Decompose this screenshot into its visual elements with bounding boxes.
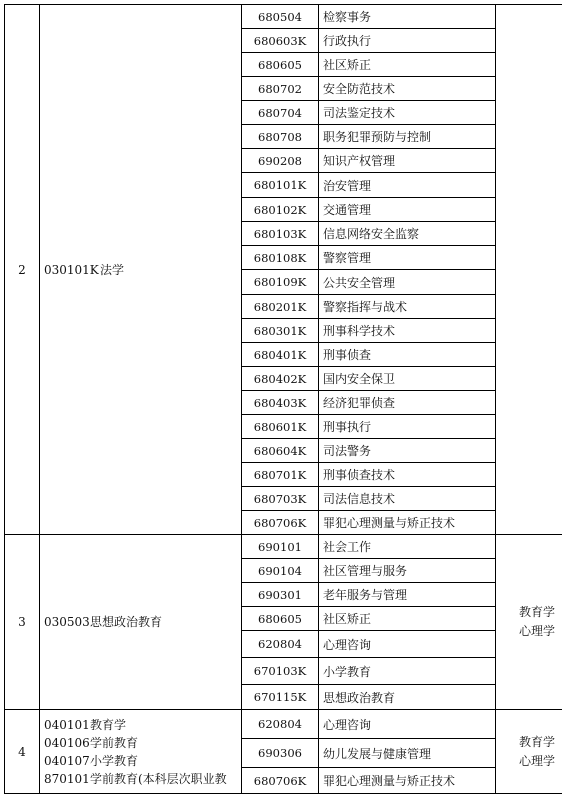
additional-exam-subjects: 教育学 心理学: [496, 710, 562, 794]
vocational-name: 安全防范技术: [319, 77, 496, 101]
vocational-name: 治安管理: [319, 173, 496, 198]
vocational-name: 心理咨询: [319, 710, 496, 739]
major-name: 学前教育(本科层次职业教: [90, 771, 227, 786]
vocational-code: 680704: [242, 101, 319, 125]
vocational-code: 690208: [242, 149, 319, 173]
major-code: 040106: [44, 735, 90, 750]
table-row: [5, 710, 562, 739]
vocational-name: 经济犯罪侦查: [319, 391, 496, 415]
vocational-name: 心理咨询: [319, 631, 496, 658]
table-row: [5, 5, 562, 29]
vocational-code: 620804: [242, 710, 319, 739]
vocational-name: 检察事务: [319, 5, 496, 29]
group-number: 4: [5, 710, 40, 794]
major-name: 教育学: [90, 717, 127, 732]
vocational-name: 警察指挥与战术: [319, 295, 496, 319]
major-name: 小学教育: [90, 753, 139, 768]
major-code: 030101K: [44, 262, 99, 277]
major-entry: [44, 716, 237, 734]
vocational-name: 知识产权管理: [319, 149, 496, 173]
major-name: 法学: [100, 262, 125, 277]
vocational-code: 680301K: [242, 319, 319, 343]
major-entry: [44, 613, 237, 631]
vocational-name: 社区矫正: [319, 53, 496, 77]
vocational-code: 680605: [242, 53, 319, 77]
major-entry: [44, 734, 237, 752]
vocational-name: 警察管理: [319, 246, 496, 270]
vocational-name: 信息网络安全监察: [319, 222, 496, 246]
group-number: 2: [5, 5, 40, 535]
vocational-code: 690301: [242, 583, 319, 607]
vocational-name: 罪犯心理测量与矫正技术: [319, 768, 496, 794]
major-code: 040107: [44, 753, 90, 768]
major-code: 040101: [44, 717, 90, 732]
vocational-code: 680201K: [242, 295, 319, 319]
vocational-name: 司法鉴定技术: [319, 101, 496, 125]
vocational-code: 690101: [242, 535, 319, 559]
vocational-name: 社会工作: [319, 535, 496, 559]
table-row: [5, 535, 562, 559]
vocational-code: 680103K: [242, 222, 319, 246]
vocational-code: 690306: [242, 739, 319, 768]
major-name: 思想政治教育: [90, 615, 163, 629]
vocational-name: 交通管理: [319, 198, 496, 222]
vocational-code: 680601K: [242, 415, 319, 439]
vocational-name: 罪犯心理测量与矫正技术: [319, 511, 496, 535]
vocational-code: 680706K: [242, 511, 319, 535]
vocational-code: 680403K: [242, 391, 319, 415]
group-number: 3: [5, 535, 40, 710]
vocational-name: 社区矫正: [319, 607, 496, 631]
vocational-code: 680109K: [242, 270, 319, 295]
vocational-code: 680504: [242, 5, 319, 29]
vocational-code: 680108K: [242, 246, 319, 270]
vocational-code: 620804: [242, 631, 319, 658]
vocational-name: 刑事侦查技术: [319, 463, 496, 487]
vocational-name: 行政执行: [319, 29, 496, 53]
vocational-code: 680401K: [242, 343, 319, 367]
vocational-name: 刑事侦查: [319, 343, 496, 367]
vocational-code: 670103K: [242, 658, 319, 685]
major-entry: [44, 752, 237, 770]
vocational-name: 公共安全管理: [319, 270, 496, 295]
vocational-code: 680605: [242, 607, 319, 631]
vocational-code: 680702: [242, 77, 319, 101]
major-code: 870101: [44, 771, 90, 786]
vocational-name: 幼儿发展与健康管理: [319, 739, 496, 768]
vocational-code: 670115K: [242, 685, 319, 710]
major-entry: [44, 261, 237, 279]
vocational-name: 思想政治教育: [319, 685, 496, 710]
vocational-code: 690104: [242, 559, 319, 583]
vocational-name: 国内安全保卫: [319, 367, 496, 391]
vocational-code: 680703K: [242, 487, 319, 511]
vocational-code: 680604K: [242, 439, 319, 463]
vocational-name: 司法警务: [319, 439, 496, 463]
vocational-code: 680101K: [242, 173, 319, 198]
vocational-code: 680603K: [242, 29, 319, 53]
table-body: [5, 5, 562, 794]
vocational-code: 680402K: [242, 367, 319, 391]
vocational-name: 司法信息技术: [319, 487, 496, 511]
additional-exam-subjects: 教育学 心理学: [496, 535, 562, 710]
vocational-code: 680708: [242, 125, 319, 149]
major-name: 学前教育: [90, 735, 139, 750]
additional-exam-subjects: [496, 5, 562, 535]
vocational-name: 社区管理与服务: [319, 559, 496, 583]
vocational-name: 刑事执行: [319, 415, 496, 439]
vocational-name: 小学教育: [319, 658, 496, 685]
vocational-code: 680102K: [242, 198, 319, 222]
major-entry: [44, 770, 237, 788]
major-code: 030503: [44, 615, 90, 629]
major-table: [4, 4, 562, 794]
undergraduate-major-cell: [40, 535, 242, 710]
vocational-code: 680701K: [242, 463, 319, 487]
undergraduate-major-cell: [40, 5, 242, 535]
vocational-code: 680706K: [242, 768, 319, 794]
vocational-name: 职务犯罪预防与控制: [319, 125, 496, 149]
vocational-name: 老年服务与管理: [319, 583, 496, 607]
vocational-name: 刑事科学技术: [319, 319, 496, 343]
undergraduate-major-cell: [40, 710, 242, 794]
